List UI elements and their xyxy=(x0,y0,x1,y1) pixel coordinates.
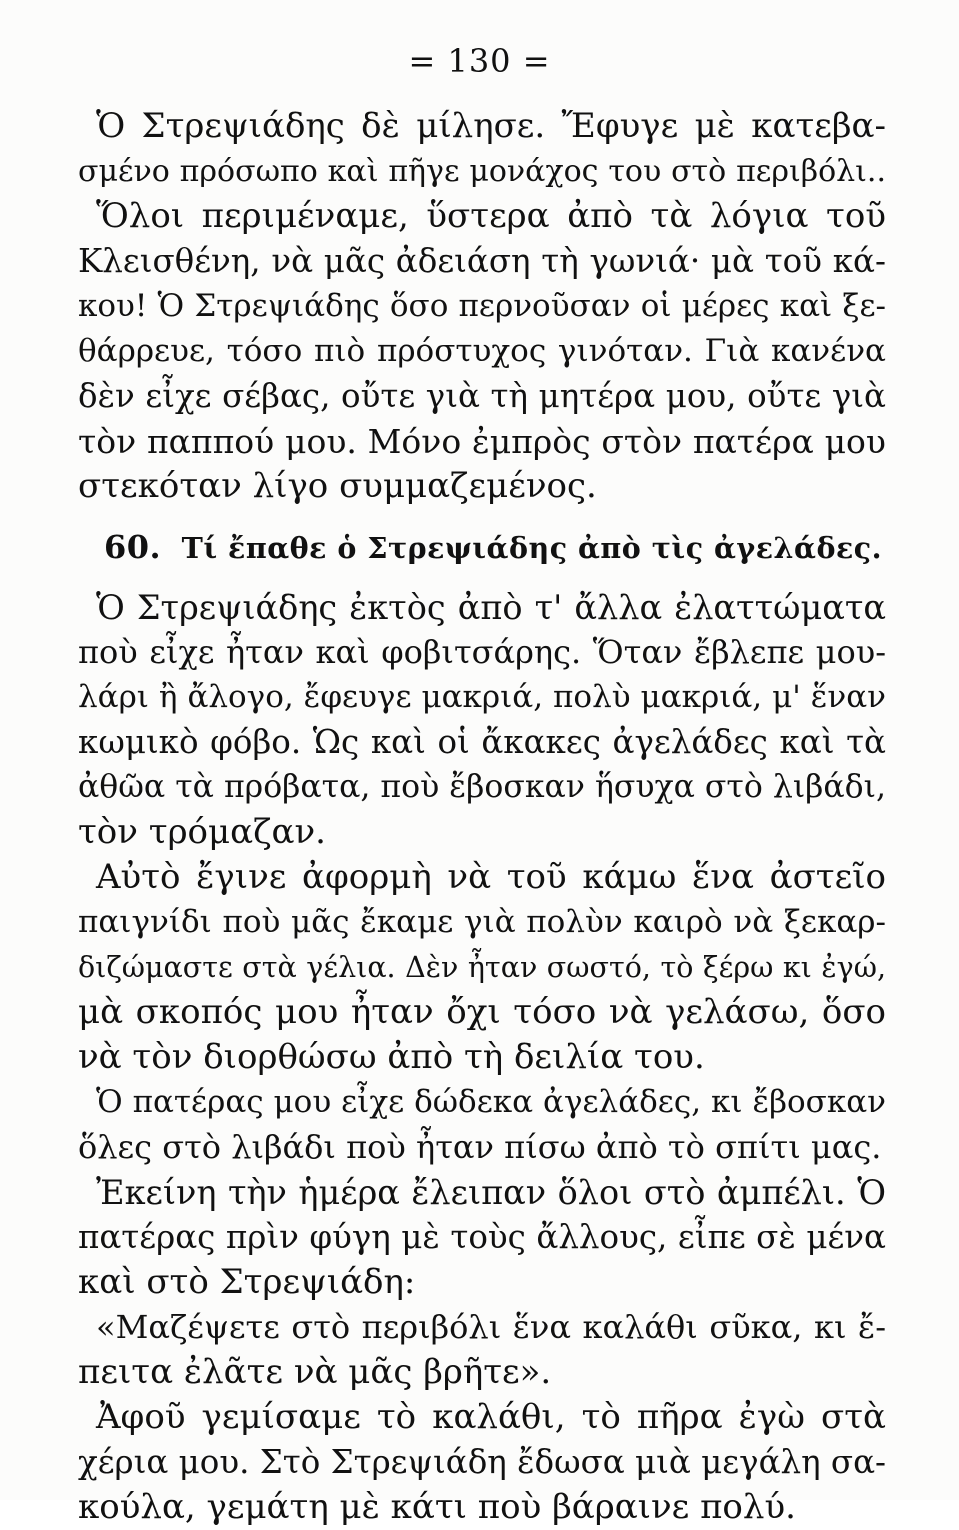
text-line: κωμικὸ φόβο. Ὡς καὶ οἱ ἄκακες ἀγελάδες καὶ τὰ xyxy=(78,723,886,761)
text-line: δὲν εἶχε σέβας, οὔτε γιὰ τὴ μητέρα μου, οὔτε γιὰ xyxy=(78,377,886,415)
text-line: «Μαζέψετε στὸ περιβόλι ἕνα καλάθι σῦκα, κι ἔ- xyxy=(96,1308,886,1346)
text-line: χέρια μου. Στὸ Στρεψιάδη ἔδωσα μιὰ μεγάλη σα- xyxy=(78,1443,887,1481)
text-line: ὅλες στὸ λιβάδι ποὺ ἦταν πίσω ἀπὸ τὸ σπίτι μας. xyxy=(78,1128,882,1166)
text-line: πατέρας πρὶν φύγη μὲ τοὺς ἄλλους, εἶπε σὲ μένα xyxy=(78,1218,886,1256)
text-line: παιγνίδι ποὺ μᾶς ἔκαμε γιὰ πολὺν καιρὸ νὰ ξεκαρ- xyxy=(78,904,886,940)
text-line: Ὁ πατέρας μου εἶχε δώδεκα ἀγελάδες, κι ἔβοσκαν xyxy=(96,1084,886,1120)
text-line: ποὺ εἶχε ἦταν καὶ φοβιτσάρης. Ὅταν ἔβλεπε μου- xyxy=(78,633,886,671)
text-line: θάρρευε, τόσο πιὸ πρόστυχος γινόταν. Γιὰ κανένα xyxy=(78,333,886,369)
text-line: ἀθῶα τὰ πρόβατα, ποὺ ἔβοσκαν ἥσυχα στὸ λιβάδι, xyxy=(78,769,886,805)
text-line: μὰ σκοπός μου ἦταν ὄχι τόσο νὰ γελάσω, ὅσο xyxy=(78,992,886,1032)
text-line: Ἀφοῦ γεμίσαμε τὸ καλάθι, τὸ πῆρα ἐγὼ στὰ xyxy=(96,1397,886,1437)
text-line: πειτα ἐλᾶτε νὰ μᾶς βρῆτε». xyxy=(78,1352,552,1392)
text-line: καὶ στὸ Στρεψιάδη: xyxy=(78,1262,416,1302)
section-number: 60. xyxy=(104,528,162,566)
text-line: Ὁ Στρεψιάδης ἐκτὸς ἀπὸ τ' ἄλλα ἐλαττώματα xyxy=(96,588,886,627)
text-line: διζώμαστε στὰ γέλια. Δὲν ἦταν σωστό, τὸ ξέρω κι ἐγώ, xyxy=(78,951,886,984)
text-line: σμένο πρόσωπο καὶ πῆγε μονάχος του στὸ περιβόλι.. xyxy=(78,154,886,189)
section-title: Τί ἔπαθε ὁ Στρεψιάδης ἀπὸ τὶς ἀγελάδες. xyxy=(181,531,883,565)
text-line: Ὁ Στρεψιάδης δὲ μίλησε. Ἔφυγε μὲ κατεβα- xyxy=(96,106,886,146)
text-line: τὸν τρόμαζαν. xyxy=(78,812,326,852)
section-heading xyxy=(104,523,886,571)
text-line: Κλεισθένη, νὰ μᾶς ἀδειάση τὴ γωνιά· μὰ τοῦ κά- xyxy=(78,242,886,280)
text-line: τὸν παππού μου. Μόνο ἐμπρὸς στὸν πατέρα μου xyxy=(78,422,886,461)
text-line: στεκόταν λίγο συμμαζεμένος. xyxy=(78,466,597,506)
text-line: κούλα, γεμάτη μὲ κάτι ποὺ βάραινε πολύ. xyxy=(78,1487,796,1527)
text-line: Ὅλοι περιμέναμε, ὕστερα ἀπὸ τὰ λόγια τοῦ xyxy=(96,196,886,236)
page-number: = 130 = xyxy=(408,42,551,80)
text-line: λάρι ἢ ἄλογο, ἔφευγε μακριά, πολὺ μακριά, μ' ἕναν xyxy=(78,679,886,715)
text-line: Αὐτὸ ἔγινε ἀφορμὴ νὰ τοῦ κάμω ἕνα ἀστεῖο xyxy=(96,857,886,897)
text-line: νὰ τὸν διορθώσω ἀπὸ τὴ δειλία του. xyxy=(78,1037,705,1077)
text-line: κου! Ὁ Στρεψιάδης ὅσο περνοῦσαν οἱ μέρες καὶ ξε- xyxy=(78,288,886,324)
body-text xyxy=(78,104,886,1530)
text-line: Ἐκείνη τὴν ἡμέρα ἔλειπαν ὅλοι στὸ ἀμπέλι. Ὁ xyxy=(96,1173,886,1212)
